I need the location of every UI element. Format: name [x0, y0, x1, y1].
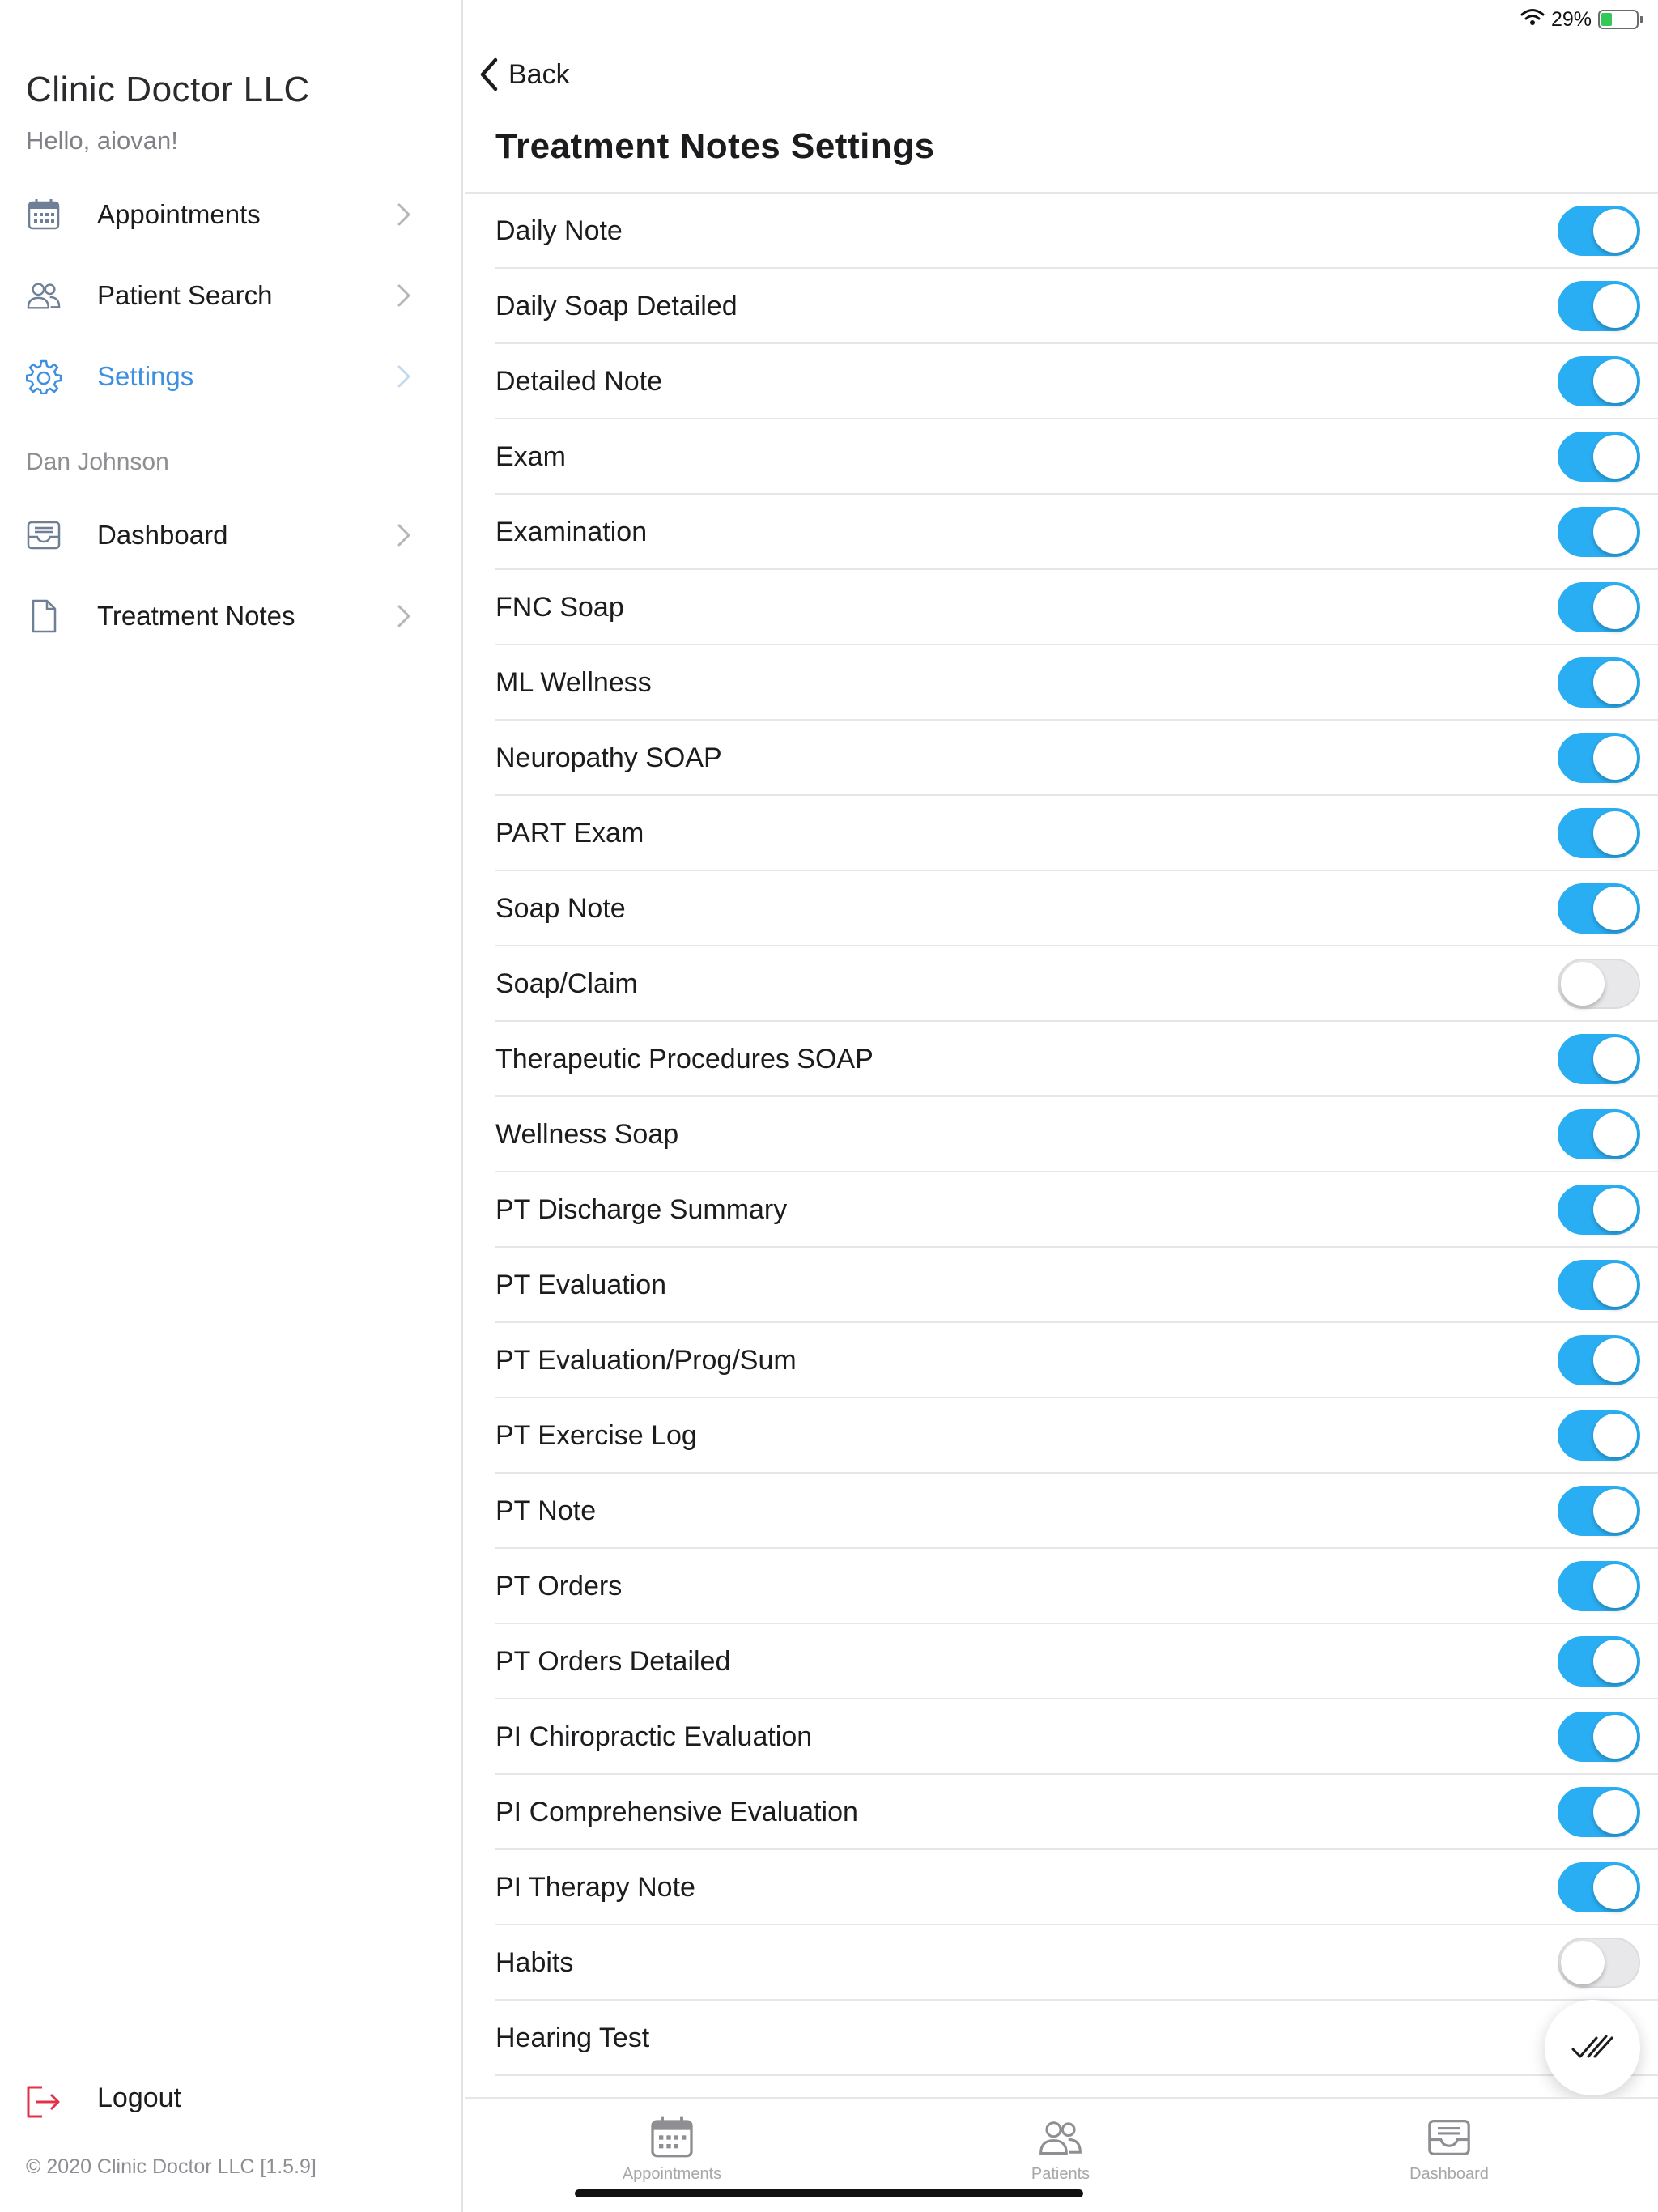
toggle-knob	[1593, 1037, 1637, 1081]
setting-row	[495, 1624, 1658, 1699]
inbox-icon	[1426, 2115, 1472, 2160]
users-icon	[26, 278, 62, 313]
toggle-knob	[1593, 736, 1637, 780]
toggle-knob	[1593, 435, 1637, 479]
setting-toggle[interactable]	[1558, 733, 1640, 783]
toggle-knob	[1593, 1790, 1637, 1834]
chevron-right-icon	[395, 523, 413, 547]
setting-row	[495, 1699, 1658, 1775]
sidebar-item-patient-search[interactable]	[0, 263, 463, 328]
sidebar-item-settings[interactable]	[0, 344, 463, 409]
setting-label: Soap Note	[495, 893, 626, 924]
setting-label: Exam	[495, 441, 566, 472]
setting-toggle[interactable]	[1558, 1787, 1640, 1837]
double-check-icon	[1571, 2031, 1614, 2064]
setting-label: PT Exercise Log	[495, 1420, 697, 1451]
tab-label: Appointments	[622, 2165, 722, 2183]
setting-row	[495, 1172, 1658, 1248]
sidebar-item-label: Treatment Notes	[97, 601, 295, 631]
battery-percent: 29%	[1550, 7, 1592, 31]
setting-row	[495, 570, 1658, 645]
settings-list	[465, 192, 1658, 2076]
toggle-knob	[1593, 661, 1637, 704]
toggle-knob	[1593, 359, 1637, 403]
setting-toggle[interactable]	[1558, 432, 1640, 482]
tab-appointments[interactable]	[567, 2099, 777, 2188]
setting-label: PART Exam	[495, 818, 644, 849]
setting-label: Habits	[495, 1947, 574, 1978]
toggle-knob	[1593, 1715, 1637, 1759]
calendar-icon	[649, 2115, 695, 2160]
setting-toggle[interactable]	[1558, 1260, 1640, 1310]
sidebar-item-treatment-notes[interactable]	[0, 584, 463, 649]
tab-label: Patients	[1031, 2165, 1090, 2183]
toggle-knob	[1593, 585, 1637, 629]
setting-label: PI Therapy Note	[495, 1872, 695, 1903]
setting-row	[495, 796, 1658, 871]
sidebar-item-appointments[interactable]	[0, 182, 463, 247]
logout-label: Logout	[97, 2082, 181, 2113]
setting-row	[495, 1097, 1658, 1172]
setting-toggle[interactable]	[1558, 1636, 1640, 1687]
setting-row	[495, 2001, 1658, 2076]
setting-label: PT Orders	[495, 1571, 623, 1602]
chevron-right-icon	[395, 604, 413, 628]
sidebar-item-label: Settings	[97, 361, 194, 391]
setting-label: Soap/Claim	[495, 968, 638, 999]
setting-label: FNC Soap	[495, 592, 624, 623]
setting-row	[495, 1549, 1658, 1624]
tab-label: Dashboard	[1409, 2165, 1489, 2183]
setting-label: PT Evaluation	[495, 1270, 667, 1300]
sidebar-item-label: Dashboard	[97, 520, 228, 550]
sidebar-item-dashboard[interactable]	[0, 503, 463, 568]
setting-toggle[interactable]	[1558, 1410, 1640, 1461]
org-name: Clinic Doctor LLC	[26, 70, 310, 109]
setting-row	[495, 344, 1658, 419]
toggle-knob	[1593, 1263, 1637, 1307]
toggle-knob	[1593, 209, 1637, 253]
setting-label: PT Orders Detailed	[495, 1646, 731, 1677]
setting-toggle[interactable]	[1558, 1561, 1640, 1611]
setting-row	[495, 194, 1658, 269]
setting-row	[495, 269, 1658, 344]
setting-row	[495, 1474, 1658, 1549]
setting-toggle[interactable]	[1558, 356, 1640, 406]
setting-label: PT Note	[495, 1495, 597, 1526]
setting-row	[495, 495, 1658, 570]
toggle-knob	[1593, 1564, 1637, 1608]
setting-toggle[interactable]	[1558, 582, 1640, 632]
setting-toggle[interactable]	[1558, 1862, 1640, 1912]
chevron-left-icon	[478, 57, 500, 92]
sidebar-item-label: Patient Search	[97, 280, 273, 310]
setting-label: PI Comprehensive Evaluation	[495, 1797, 858, 1827]
setting-label: Daily Soap Detailed	[495, 291, 738, 321]
setting-toggle[interactable]	[1558, 507, 1640, 557]
toggle-knob	[1593, 1414, 1637, 1457]
setting-label: Hearing Test	[495, 2023, 650, 2053]
setting-row	[495, 721, 1658, 796]
setting-label: Examination	[495, 517, 648, 547]
setting-row	[495, 1775, 1658, 1850]
chevron-right-icon	[395, 364, 413, 389]
setting-row	[495, 1022, 1658, 1097]
setting-toggle[interactable]	[1558, 1109, 1640, 1159]
toggle-knob	[1593, 510, 1637, 554]
setting-row	[495, 645, 1658, 721]
setting-toggle[interactable]	[1558, 657, 1640, 708]
home-indicator	[575, 2189, 1083, 2197]
setting-label: PT Discharge Summary	[495, 1194, 788, 1225]
users-icon	[1038, 2115, 1083, 2160]
gear-icon	[26, 359, 62, 394]
sidebar	[0, 0, 463, 2212]
setting-label: PI Chiropractic Evaluation	[495, 1721, 813, 1752]
setting-row	[495, 1398, 1658, 1474]
chevron-right-icon	[395, 202, 413, 227]
setting-toggle[interactable]	[1558, 1034, 1640, 1084]
toggle-knob	[1561, 1941, 1605, 1984]
setting-toggle[interactable]	[1558, 281, 1640, 331]
toggle-knob	[1593, 1338, 1637, 1382]
user-section-heading: Dan Johnson	[26, 449, 169, 475]
back-button[interactable]	[478, 52, 570, 97]
setting-label: Neuropathy SOAP	[495, 742, 722, 773]
toggle-knob	[1593, 1112, 1637, 1156]
back-label: Back	[508, 58, 570, 90]
document-icon	[26, 598, 62, 634]
setting-row	[495, 1925, 1658, 2001]
setting-row	[495, 1850, 1658, 1925]
inbox-icon	[26, 517, 62, 553]
chevron-right-icon	[395, 283, 413, 308]
setting-row	[495, 1248, 1658, 1323]
setting-label: Wellness Soap	[495, 1119, 679, 1150]
setting-toggle[interactable]	[1558, 1335, 1640, 1385]
toggle-knob	[1593, 1188, 1637, 1231]
setting-label: Daily Note	[495, 215, 623, 246]
greeting: Hello, aiovan!	[26, 126, 178, 155]
setting-toggle[interactable]	[1558, 959, 1640, 1009]
page-title: Treatment Notes Settings	[495, 126, 935, 166]
setting-row	[495, 419, 1658, 495]
setting-label: Detailed Note	[495, 366, 663, 397]
toggle-knob	[1593, 1489, 1637, 1533]
setting-label: Therapeutic Procedures SOAP	[495, 1044, 874, 1074]
toggle-knob	[1593, 1640, 1637, 1683]
setting-label: PT Evaluation/Prog/Sum	[495, 1345, 797, 1376]
calendar-icon	[26, 197, 62, 232]
setting-row	[495, 946, 1658, 1022]
toggle-knob	[1593, 284, 1637, 328]
tab-dashboard[interactable]	[1344, 2099, 1554, 2188]
setting-row	[495, 871, 1658, 946]
setting-toggle[interactable]	[1558, 808, 1640, 858]
setting-toggle[interactable]	[1558, 883, 1640, 934]
toggle-knob	[1593, 811, 1637, 855]
logout-button[interactable]	[0, 2073, 463, 2129]
setting-toggle[interactable]	[1558, 1486, 1640, 1536]
logout-icon	[24, 2084, 63, 2120]
setting-toggle[interactable]	[1558, 1938, 1640, 1988]
setting-toggle[interactable]	[1558, 206, 1640, 256]
save-button[interactable]	[1545, 2000, 1640, 2095]
setting-label: ML Wellness	[495, 667, 652, 698]
setting-toggle[interactable]	[1558, 1185, 1640, 1235]
toggle-knob	[1593, 887, 1637, 930]
toggle-knob	[1593, 1865, 1637, 1909]
toggle-knob	[1561, 962, 1605, 1006]
main-content	[465, 0, 1658, 2212]
sidebar-item-label: Appointments	[97, 199, 261, 229]
copyright: © 2020 Clinic Doctor LLC [1.5.9]	[26, 2155, 317, 2178]
setting-toggle[interactable]	[1558, 1712, 1640, 1762]
setting-row	[495, 1323, 1658, 1398]
tab-patients[interactable]	[955, 2099, 1166, 2188]
